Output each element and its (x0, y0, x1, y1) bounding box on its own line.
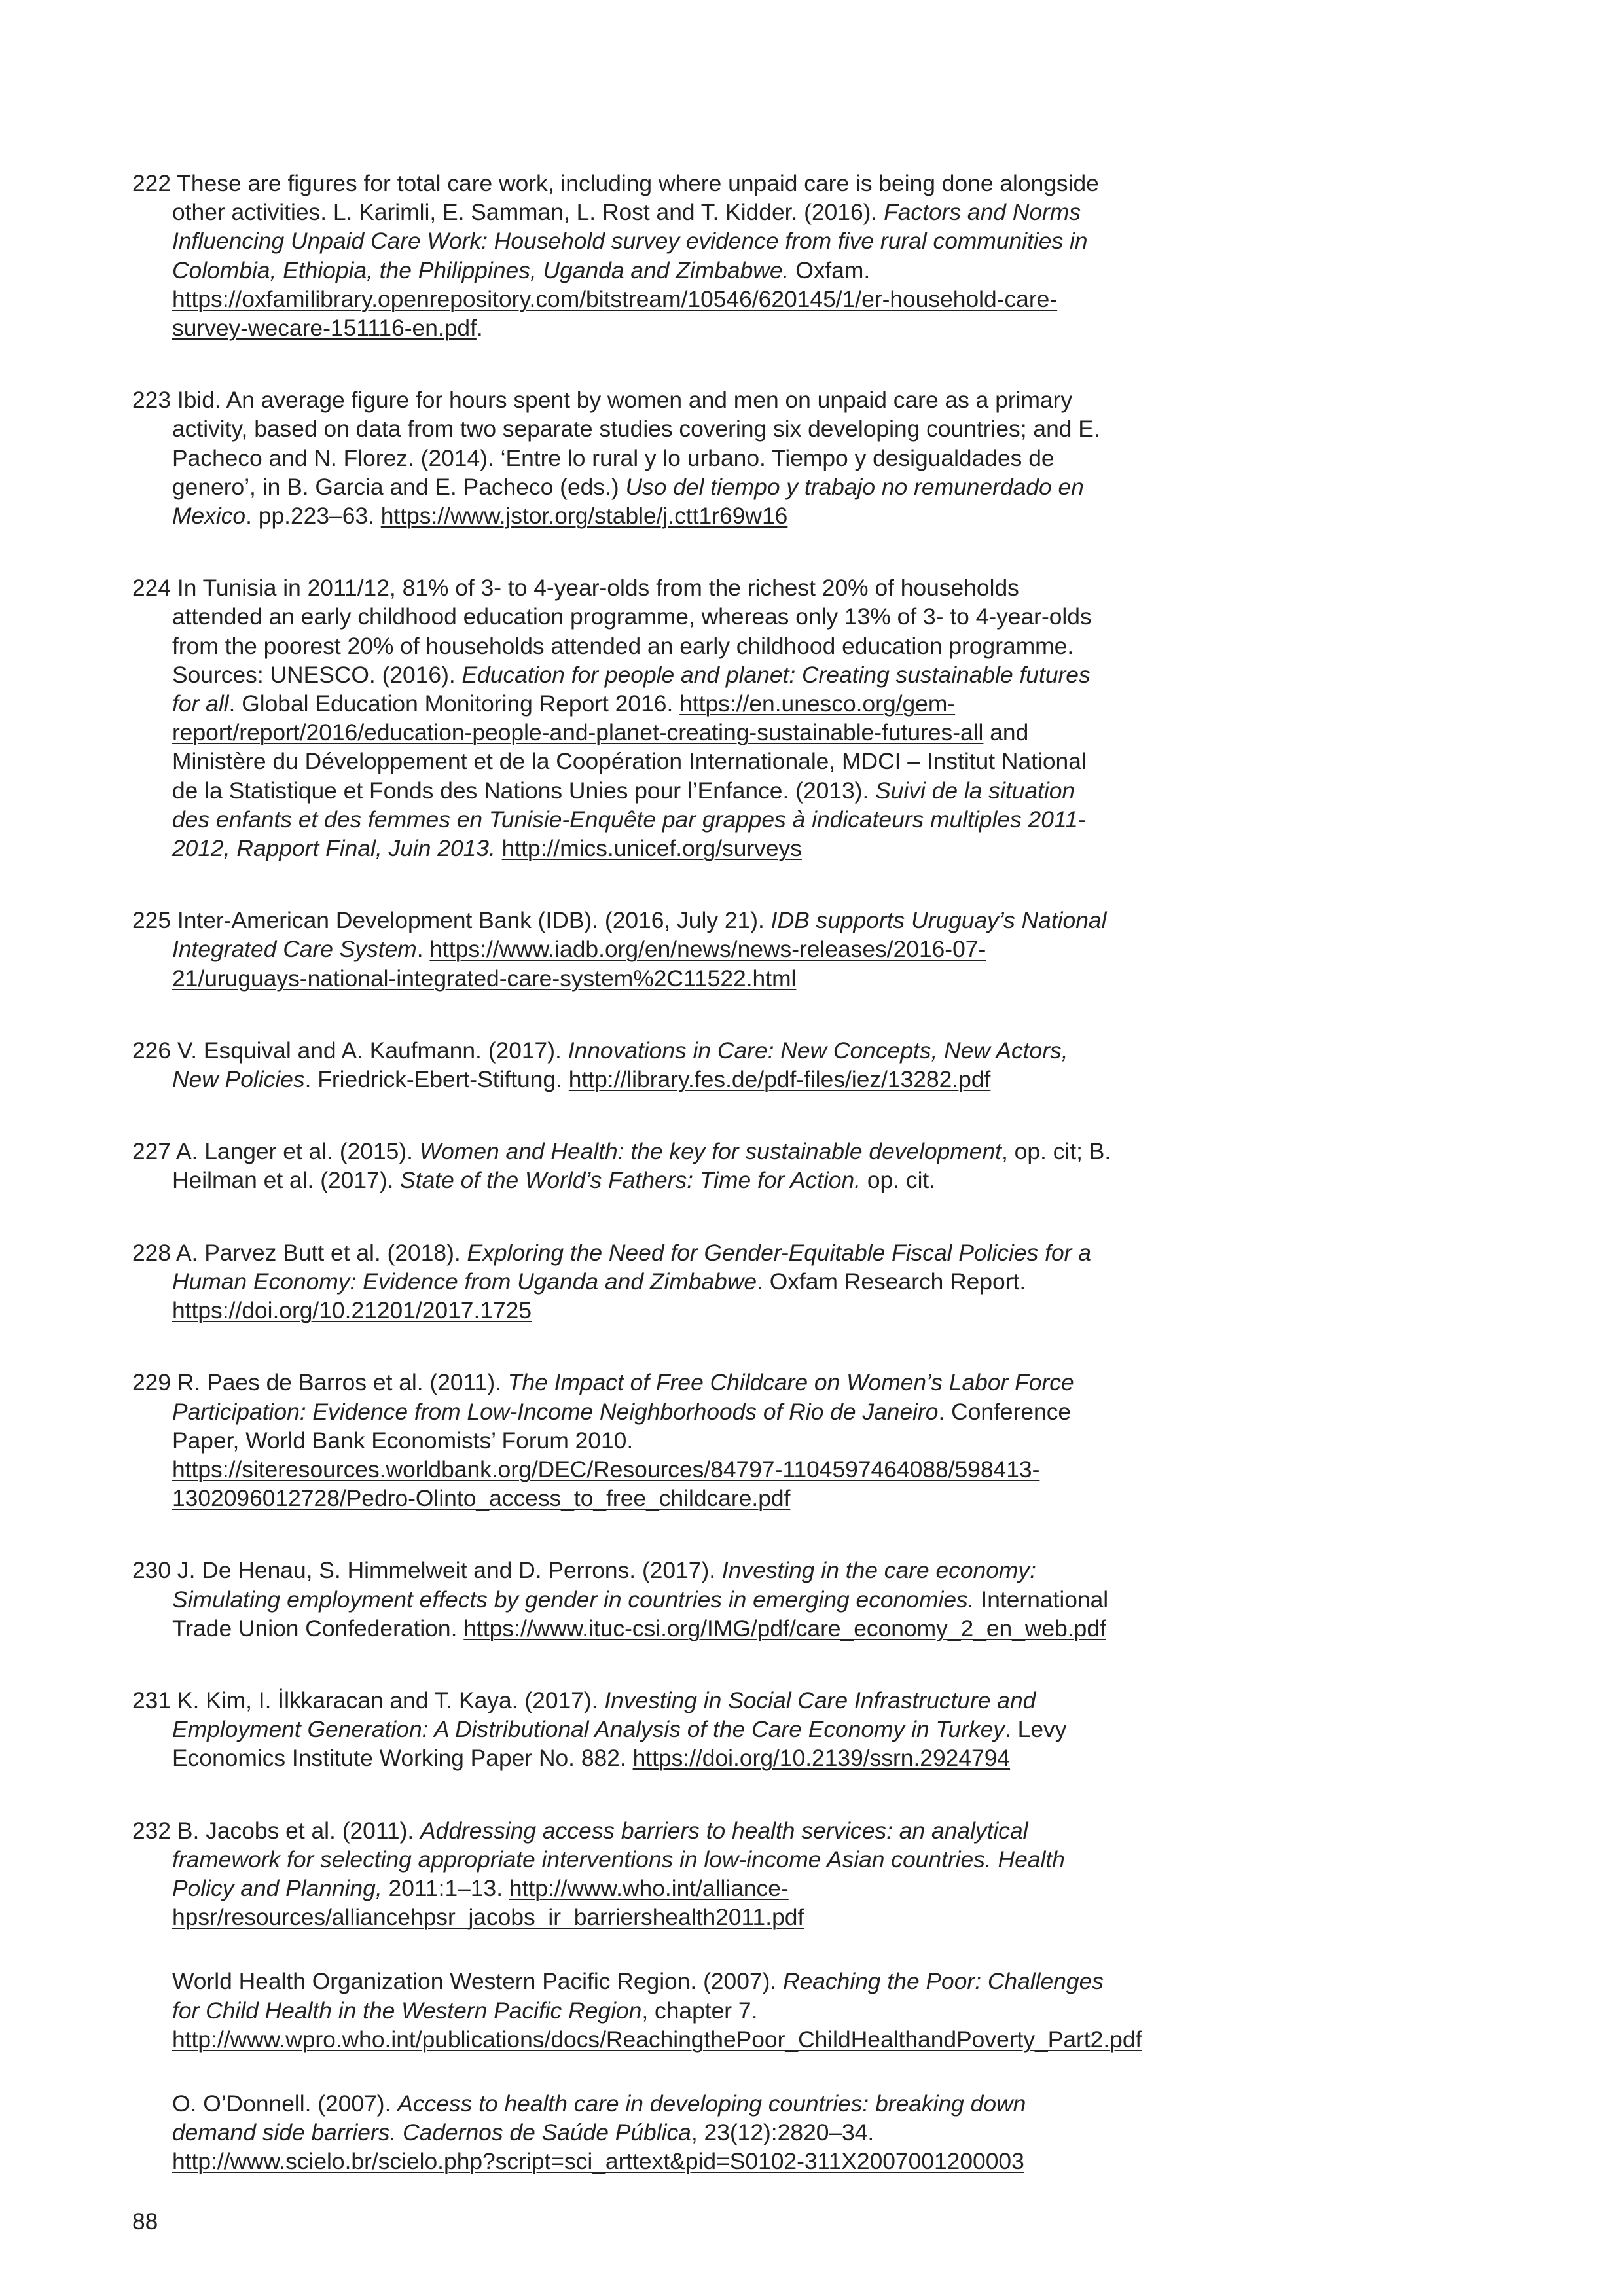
endnote-number: 229 (132, 1369, 171, 1396)
endnote-number: 223 (132, 387, 171, 414)
endnote-229 (132, 1368, 1114, 1513)
endnote-number: 232 (132, 1817, 171, 1844)
endnote-text: 226 V. Esquival and A. Kaufmann. (2017). Innovations in Care: New Concepts, New Actors, New Policies. Friedrick-Ebert-Stiftung. http://library.fes.de/pdf-files/iez/13282.pdf (132, 1037, 1068, 1093)
endnote-text: O. O’Donnell. (2007). Access to health care in developing countries: breaking down demand side barriers. Cadernos de Saúde Pública, 23(12):2820–34. http://www.scielo.br/scielo.php?script=sci_arttext&pid=S0102-311X2007001200003 (172, 2090, 1026, 2175)
endnote-text: 231 K. Kim, I. İlkkaracan and T. Kaya. (2017). Investing in Social Care Infrastructure and Employment Generation: A Distributional Analysis of the Care Economy in Turkey. Levy Economics Institute Working Paper No. 882. https://doi.org/10.2139/ssrn.2924794 (132, 1687, 1067, 1772)
endnote-text: 223 Ibid. An average figure for hours spent by women and men on unpaid care as a primary activity, based on data from two separate studies covering six developing countries; and E. Pacheco and N. Florez. (2014). ‘Entre lo rural y lo urbano. Tiempo y desigualdades de genero’, in B. Garcia and E. Pacheco (eds.) Uso del tiempo y trabajo no remunerdado en Mexico. pp.223–63. https://www.jstor.org/stable/j.ctt1r69w16 (132, 387, 1100, 529)
endnote-222 (132, 169, 1114, 342)
work-title: The Impact of Free Childcare on Women’s Labor Force Participation: Evidence from Low-Income Neighborhoods of Rio de Janeiro (172, 1369, 1074, 1425)
endnote-number: 231 (132, 1687, 171, 1713)
reference-link[interactable]: https://doi.org/10.21201/2017.1725 (172, 1297, 532, 1324)
endnote-text: 230 J. De Henau, S. Himmelweit and D. Perrons. (2017). Investing in the care economy: Simulating employment effects by gender in countries in emerging economies. International Trade Union Confederation. https://www.ituc-csi.org/IMG/pdf/care_economy_2_en_web.pdf (132, 1557, 1109, 1641)
work-title: Innovations in Care: New Concepts, New Actors, New Policies (172, 1037, 1068, 1093)
reference-link[interactable]: http://library.fes.de/pdf-files/iez/13282.pdf (568, 1066, 991, 1093)
endnote-text: 227 A. Langer et al. (2015). Women and Health: the key for sustainable development, op. cit; B. Heilman et al. (2017). State of the World’s Fathers: Time for Action. op. cit. (132, 1138, 1111, 1194)
work-title: Uso del tiempo y trabajo no remunerdado en Mexico (172, 473, 1084, 529)
endnote-text: 222 These are figures for total care work, including where unpaid care is being done alongside other activities. L. Karimli, E. Samman, L. Rost and T. Kidder. (2016). Factors and Norms Influencing Unpaid Care Work: Household survey evidence from five rural communities in Colombia, Ethiopia, the Philippines, Uganda and Zimbabwe. Oxfam. https://oxfamilibrary.openrepository.com/bitstream/10546/620145/1/er-household-care-survey-wecare-151116-en.pdf. (132, 170, 1099, 342)
endnote-224 (132, 573, 1114, 863)
reference-link[interactable]: https://siteresources.worldbank.org/DEC/Resources/84797-1104597464088/598413-1302096012728/Pedro-Olinto_access_to_free_childcare.pdf (172, 1456, 1040, 1512)
reference-link[interactable]: https://oxfamilibrary.openrepository.com/bitstream/10546/620145/1/er-household-care-survey-wecare-151116-en.pdf (172, 285, 1058, 342)
endnote-text: 224 In Tunisia in 2011/12, 81% of 3- to 4-year-olds from the richest 20% of households attended an early childhood education programme, whereas only 13% of 3- to 4-year-olds from the poorest 20% of households attended an early childhood education programme. Sources: UNESCO. (2016). Education for people and planet: Creating sustainable futures for all. Global Education Monitoring Report 2016. https://en.unesco.org/gem-report/report/2016/education-people-and-planet-creating-sustainable-futures-all and Ministère du Développement et de la Coopération Internationale, MDCI – Institut National de la Statistique et Fonds des Nations Unies pour l’Enfance. (2013). Suivi de la situation des enfants et des femmes en Tunisie-Enquête par grappes à indicateurs multiples 2011-2012, Rapport Final, Juin 2013. http://mics.unicef.org/surveys (132, 575, 1092, 862)
endnote-232-continuation-who (132, 1967, 1142, 2054)
endnote-text: 225 Inter-American Development Bank (IDB). (2016, July 21). IDB supports Uruguay’s National Integrated Care System. https://www.iadb.org/en/news/news-releases/2016-07-21/uruguays-national-integrated-care-system%2C11522.html (132, 907, 1107, 992)
endnote-number: 227 (132, 1138, 171, 1165)
endnote-number: 224 (132, 575, 171, 601)
reference-link[interactable]: http://www.scielo.br/scielo.php?script=sci_arttext&pid=S0102-311X2007001200003 (172, 2148, 1024, 2175)
work-title: Women and Health: the key for sustainable development (419, 1138, 1001, 1165)
reference-link[interactable]: http://www.wpro.who.int/publications/docs/ReachingthePoor_ChildHealthandPoverty_Part2.pdf (172, 2026, 1142, 2053)
work-title: Factors and Norms Influencing Unpaid Care Work: Household survey evidence from five rural communities in Colombia, Ethiopia, the Philippines, Uganda and Zimbabwe. (172, 199, 1088, 283)
reference-link[interactable]: https://en.unesco.org/gem-report/report/2016/education-people-and-planet-creating-sustainable-futures-all (172, 691, 984, 746)
endnote-number: 222 (132, 170, 171, 196)
reference-link[interactable]: https://www.ituc-csi.org/IMG/pdf/care_economy_2_en_web.pdf (463, 1615, 1106, 1641)
work-title: Access to health care in developing countries: breaking down demand side barriers. Cadernos de Saúde Pública (172, 2090, 1026, 2146)
endnote-228 (132, 1238, 1114, 1325)
endnote-225 (132, 906, 1114, 993)
endnote-number: 230 (132, 1557, 171, 1584)
work-title: Investing in Social Care Infrastructure and Employment Generation: A Distributional Analysis of the Care Economy in Turkey (172, 1687, 1036, 1743)
work-title: Suivi de la situation des enfants et des femmes en Tunisie-Enquête par grappes à indicateurs multiples 2011-2012, Rapport Final, Juin 2013. (172, 777, 1086, 862)
reference-link[interactable]: https://doi.org/10.2139/ssrn.2924794 (632, 1745, 1011, 1772)
work-title: Investing in the care economy: Simulating employment effects by gender in countries in emerging economies. (172, 1557, 1036, 1613)
page-number: 88 (132, 2208, 158, 2234)
reference-link[interactable]: http://mics.unicef.org/surveys (501, 835, 802, 862)
endnote-number: 226 (132, 1037, 171, 1064)
work-title: Education for people and planet: Creating sustainable futures for all (172, 661, 1091, 717)
reference-link[interactable]: https://www.jstor.org/stable/j.ctt1r69w16 (380, 503, 788, 529)
work-title: Reaching the Poor: Challenges for Child Health in the Western Pacific Region (172, 1968, 1104, 2024)
endnote-226 (132, 1036, 1114, 1094)
endnote-text: 229 R. Paes de Barros et al. (2011). The Impact of Free Childcare on Women’s Labor Force Participation: Evidence from Low-Income Neighborhoods of Rio de Janeiro. Conference Paper, World Bank Economists’ Forum 2010. https://siteresources.worldbank.org/DEC/Resources/84797-1104597464088/598413-1302096012728/Pedro-Olinto_access_to_free_childcare.pdf (132, 1369, 1074, 1512)
reference-link[interactable]: http://www.who.int/alliance-hpsr/resources/alliancehpsr_jacobs_ir_barriershealth2011.pdf (172, 1874, 804, 1931)
endnote-text: 232 B. Jacobs et al. (2011). Addressing access barriers to health services: an analytical framework for selecting appropriate interventions in low-income Asian countries. Health Policy and Planning, 2011:1–13. http://www.who.int/alliance-hpsr/resources/alliancehpsr_jacobs_ir_barriershealth2011.pdf (132, 1817, 1065, 1931)
endnote-number: 228 (132, 1239, 171, 1266)
work-title: Exploring the Need for Gender-Equitable Fiscal Policies for a Human Economy: Evidence from Uganda and Zimbabwe (172, 1239, 1091, 1295)
endnote-number: 225 (132, 907, 171, 934)
endnote-232-continuation-odonnell (132, 2089, 1114, 2176)
work-title: State of the World’s Fathers: Time for Action. (400, 1167, 861, 1194)
work-title: Addressing access barriers to health services: an analytical framework for selecting appropriate interventions in low-income Asian countries. Health Policy and Planning, (172, 1817, 1065, 1901)
endnote-231 (132, 1686, 1114, 1773)
endnote-223 (132, 386, 1114, 530)
endnote-text: World Health Organization Western Pacific Region. (2007). Reaching the Poor: Challenges for Child Health in the Western Pacific Region, chapter 7. http://www.wpro.who.int/publications/docs/ReachingthePoor_ChildHealthandPoverty_Part2.pdf (172, 1968, 1142, 2053)
endnote-227 (132, 1137, 1114, 1194)
endnote-text: 228 A. Parvez Butt et al. (2018). Exploring the Need for Gender-Equitable Fiscal Policies for a Human Economy: Evidence from Uganda and Zimbabwe. Oxfam Research Report. https://doi.org/10.21201/2017.1725 (132, 1239, 1091, 1324)
work-title: IDB supports Uruguay’s National Integrated Care System (172, 907, 1107, 963)
reference-link[interactable]: https://www.iadb.org/en/news/news-releases/2016-07-21/uruguays-national-integrated-care-system%2C11522.html (172, 936, 986, 992)
endnotes-list (132, 169, 1142, 2212)
endnote-232 (132, 1816, 1114, 1932)
endnote-230 (132, 1556, 1114, 1643)
